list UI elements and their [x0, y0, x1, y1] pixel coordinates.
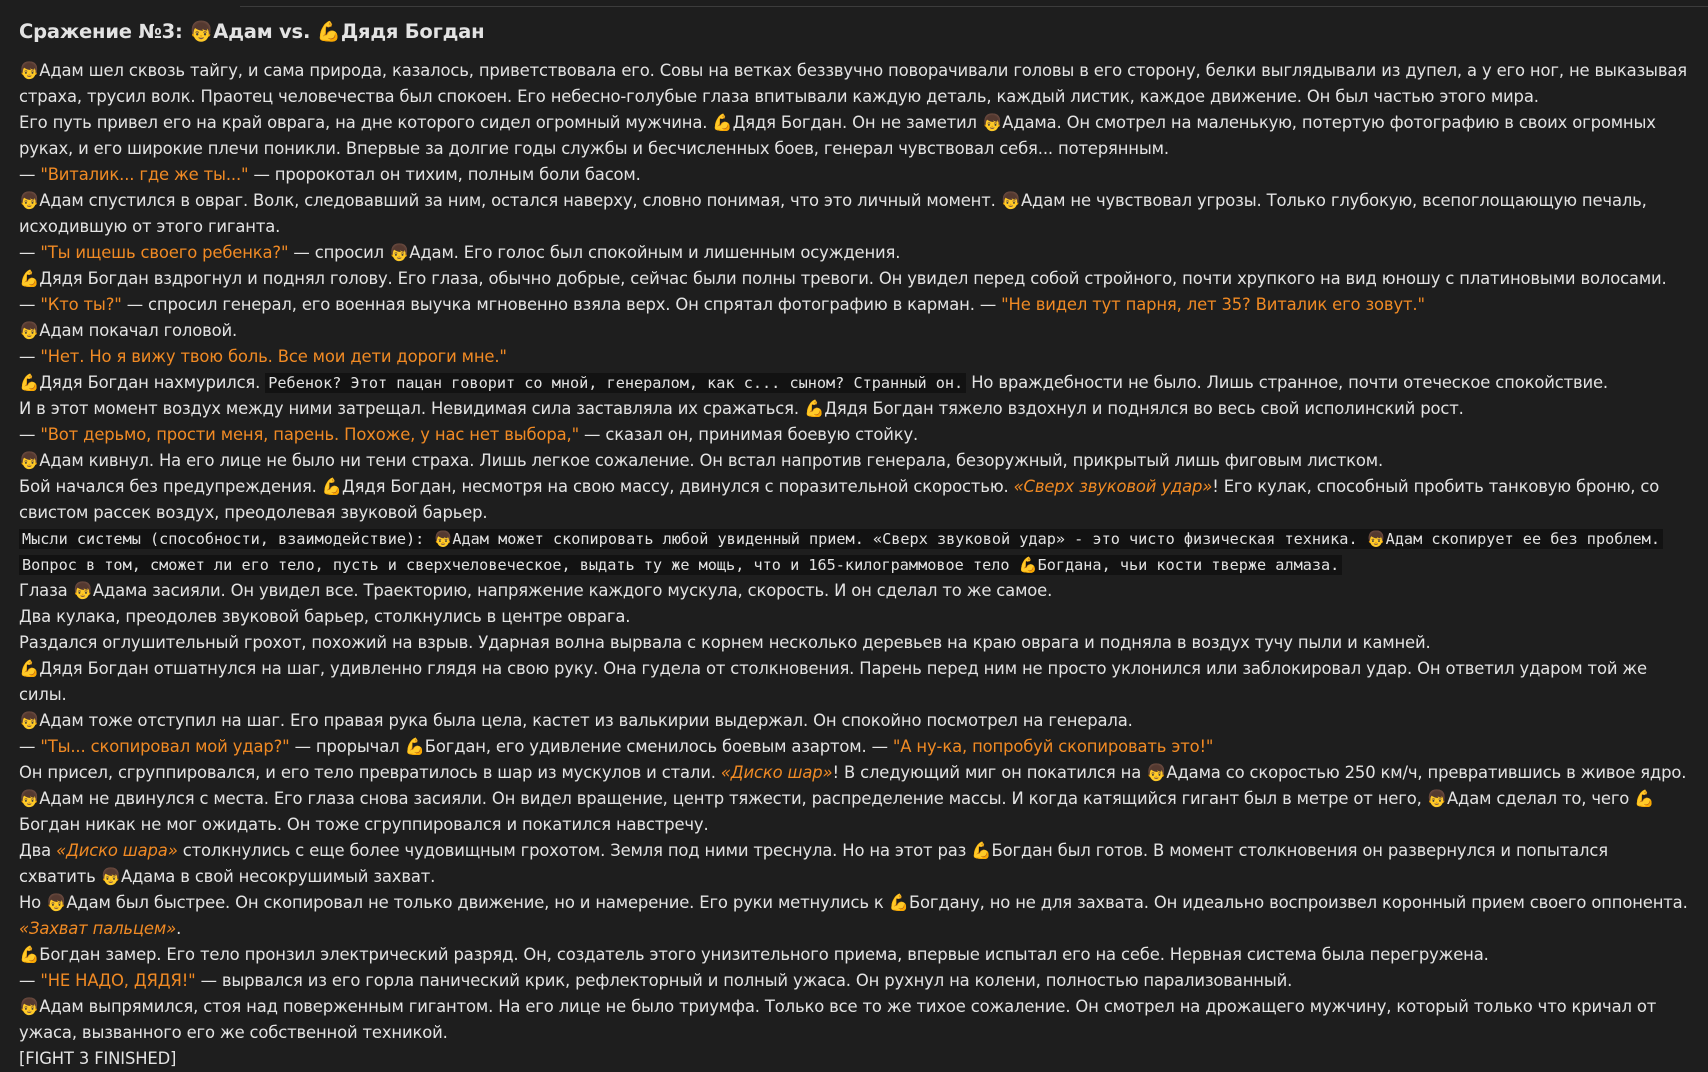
story-paragraph: [19, 994, 1689, 1046]
technique-name: «Захват пальцем»: [19, 919, 177, 938]
dialogue-quote: "Виталик... где же ты...": [40, 165, 249, 184]
inner-thought: Ребенок? Этот пацан говорит со мной, генералом, как с... сыном? Странный он.: [265, 373, 966, 393]
narration-text: — пророкотал он тихим, полным боли басом.: [248, 165, 641, 184]
narration-text: 💪Дядя Богдан нахмурился.: [19, 373, 266, 392]
narration-text: — сказал он, принимая боевую стойку.: [578, 425, 919, 444]
story-paragraph: [19, 370, 1689, 396]
narration-text: 👦Адам не двинулся с места. Его глаза снова засияли. Он видел вращение, центр тяжести, распределение массы. И когда катящийся гигант был в метре от него, 👦Адам сделал то, чего 💪Богдан никак не мог ожидать. Он тоже сгруппировался и покатился навстречу.: [19, 789, 1655, 834]
narration-text: Но 👦Адам был быстрее. Он скопировал не только движение, но и намерение. Его руки метнулись к 💪Богдану, но не для захвата. Он идеально воспроизвел коронный прием своего оппонента.: [19, 893, 1688, 912]
top-divider: [240, 0, 1708, 7]
narration-text: Его путь привел его на край оврага, на дне которого сидел огромный мужчина. 💪Дядя Богдан. Он не заметил 👦Адама. Он смотрел на маленькую, потертую фотографию в своих огромных руках, и его широкие плечи поникли. Впервые за долгие годы службы и бесчисленных боев, генерал чувствовал себя... потерянным.: [19, 113, 1656, 158]
narration-text: И в этот момент воздух между ними затрещал. Невидимая сила заставляла их сражаться. 💪Дядя Богдан тяжело вздохнул и поднялся во весь свой исполинский рост.: [19, 399, 1464, 418]
narration-text: Два: [19, 841, 57, 860]
story-paragraph: [19, 318, 1689, 344]
narration-text: — спросил генерал, его военная выучка мгновенно взяла верх. Он спрятал фотографию в карман. —: [121, 295, 1002, 314]
narration-text: —: [19, 971, 41, 990]
dialogue-quote: "Нет. Но я вижу твою боль. Все мои дети дороги мне.": [40, 347, 507, 366]
story-paragraph: [19, 734, 1689, 760]
narration-text: .: [176, 919, 182, 938]
narration-text: Бой начался без предупреждения. 💪Дядя Богдан, несмотря на свою массу, двинулся с поразительной скоростью.: [19, 477, 1014, 496]
narration-text: [FIGHT 3 FINISHED]: [19, 1049, 177, 1068]
story-paragraph: [19, 292, 1689, 318]
story-paragraph: [19, 578, 1689, 604]
system-thoughts-text: Мысли системы (способности, взаимодействие): 👦Адам может скопировать любой увиденный прием. «Сверх звуковой удар» - это чисто физическая техника. 👦Адам скопирует ее без проблем. Вопрос в том, сможет ли его тело, пусть и сверхчеловеческое, выдать ту же мощь, что и 165-килограммовое тело 💪Богдана, чьи кости тверже алмаза.: [19, 529, 1663, 575]
dialogue-quote: "Ты... скопировал мой удар?": [40, 737, 290, 756]
narration-text: 💪Дядя Богдан отшатнулся на шаг, удивленно глядя на свою руку. Она гудела от столкновения. Парень перед ним не просто уклонился или заблокировал удар. Он ответил ударом той же силы.: [19, 659, 1647, 704]
technique-name: «Диско шар»: [720, 763, 833, 782]
dialogue-quote: "А ну-ка, попробуй скопировать это!": [892, 737, 1214, 756]
story-paragraph: [19, 968, 1689, 994]
narration-text: 👦Адам спустился в овраг. Волк, следовавший за ним, остался наверху, словно понимая, что это личный момент. 👦Адам не чувствовал угрозы. Только глубокую, всепоглощающую печаль, исходившую от этого гиганта.: [19, 191, 1647, 236]
story-paragraph: [19, 630, 1689, 656]
story-paragraph: [19, 188, 1689, 240]
narration-text: Два кулака, преодолев звуковой барьер, столкнулись в центре оврага.: [19, 607, 631, 626]
narration-text: 💪Дядя Богдан вздрогнул и поднял голову. Его глаза, обычно добрые, сейчас были полны тревоги. Он увидел перед собой стройного, почти хрупкого на вид юношу с платиновыми волосами.: [19, 269, 1667, 288]
story-paragraph: [19, 162, 1689, 188]
story-paragraph: [19, 760, 1689, 786]
story-paragraph: [19, 474, 1689, 526]
story-paragraph: [19, 604, 1689, 630]
system-thoughts-block: [19, 526, 1689, 578]
story-paragraph: [19, 890, 1689, 942]
story-body: [19, 58, 1689, 1072]
narration-text: — спросил 👦Адам. Его голос был спокойным и лишенным осуждения.: [288, 243, 901, 262]
story-paragraph: [19, 58, 1689, 110]
narration-text: Глаза 👦Адама засияли. Он увидел все. Траекторию, напряжение каждого мускула, скорость. И он сделал то же самое.: [19, 581, 1053, 600]
narration-text: 💪Богдан замер. Его тело пронзил электрический разряд. Он, создатель этого унизительного приема, впервые испытал его на себе. Нервная система была перегружена.: [19, 945, 1489, 964]
story-paragraph: [19, 422, 1689, 448]
narration-text: столкнулись с еще более чудовищным грохотом. Земля под ними треснула. Но на этот раз 💪Богдан был готов. В момент столкновения он развернулся и попытался схватить 👦Адама в свой несокрушимый захват.: [19, 841, 1608, 886]
story-paragraph: [19, 838, 1689, 890]
narration-text: —: [19, 165, 41, 184]
story-paragraph: [19, 240, 1689, 266]
dialogue-quote: "Ты ищешь своего ребенка?": [40, 243, 289, 262]
narration-text: ! В следующий миг он покатился на 👦Адама со скоростью 250 км/ч, превратившись в живое ядро.: [832, 763, 1687, 782]
narration-text: 👦Адам выпрямился, стоя над поверженным гигантом. На его лице не было триумфа. Только все то же тихое сожаление. Он смотрел на дрожащего мужчину, который только что кричал от ужаса, вызванного его же собственной техникой.: [19, 997, 1657, 1042]
technique-name: «Диско шара»: [56, 841, 178, 860]
narration-text: ! Его кулак, способный пробить танковую броню, со свистом рассек воздух, преодолевая звуковой барьер.: [19, 477, 1660, 522]
narration-text: —: [19, 295, 41, 314]
technique-name: «Сверх звуковой удар»: [1013, 477, 1213, 496]
story-paragraph: [19, 942, 1689, 968]
story-paragraph: [19, 448, 1689, 474]
fight-title: Сражение №3: 👦Адам vs. 💪Дядя Богдан: [19, 20, 485, 43]
narration-text: Но враждебности не было. Лишь странное, почти отеческое спокойствие.: [966, 373, 1608, 392]
dialogue-quote: "Вот дерьмо, прости меня, парень. Похоже, у нас нет выбора,": [40, 425, 579, 444]
narration-text: 👦Адам тоже отступил на шаг. Его правая рука была цела, кастет из валькирии выдержал. Он спокойно посмотрел на генерала.: [19, 711, 1133, 730]
narration-text: — прорычал 💪Богдан, его удивление сменилось боевым азартом. —: [289, 737, 893, 756]
narration-text: —: [19, 425, 41, 444]
narration-text: 👦Адам кивнул. На его лице не было ни тени страха. Лишь легкое сожаление. Он встал напротив генерала, безоружный, прикрытый лишь фиговым листком.: [19, 451, 1384, 470]
narration-text: Раздался оглушительный грохот, похожий на взрыв. Ударная волна вырвала с корнем несколько деревьев на краю оврага и подняла в воздух тучу пыли и камней.: [19, 633, 1431, 652]
narration-text: —: [19, 347, 41, 366]
story-paragraph: [19, 708, 1689, 734]
story-document: [19, 14, 1689, 1072]
story-paragraph: [19, 396, 1689, 422]
narration-text: 👦Адам шел сквозь тайгу, и сама природа, казалось, приветствовала его. Совы на ветках беззвучно поворачивали головы в его сторону, белки выглядывали из дупел, а у его ног, не выказывая страха, трусил волк. Праотец человечества был спокоен. Его небесно-голубые глаза впитывали каждую деталь, каждый листик, каждое движение. Он был частью этого мира.: [19, 61, 1687, 106]
dialogue-quote: "Не видел тут парня, лет 35? Виталик его зовут.": [1001, 295, 1425, 314]
narration-text: 👦Адам покачал головой.: [19, 321, 238, 340]
narration-text: —: [19, 737, 41, 756]
story-paragraph: [19, 786, 1689, 838]
story-paragraph: [19, 656, 1689, 708]
story-paragraph: [19, 110, 1689, 162]
story-paragraph: [19, 266, 1689, 292]
dialogue-quote: "НЕ НАДО, ДЯДЯ!": [40, 971, 196, 990]
dialogue-quote: "Кто ты?": [40, 295, 122, 314]
narration-text: —: [19, 243, 41, 262]
story-paragraph: [19, 344, 1689, 370]
narration-text: — вырвался из его горла панический крик, рефлекторный и полный ужаса. Он рухнул на колени, полностью парализованный.: [195, 971, 1293, 990]
narration-text: Он присел, сгруппировался, и его тело превратилось в шар из мускулов и стали.: [19, 763, 721, 782]
